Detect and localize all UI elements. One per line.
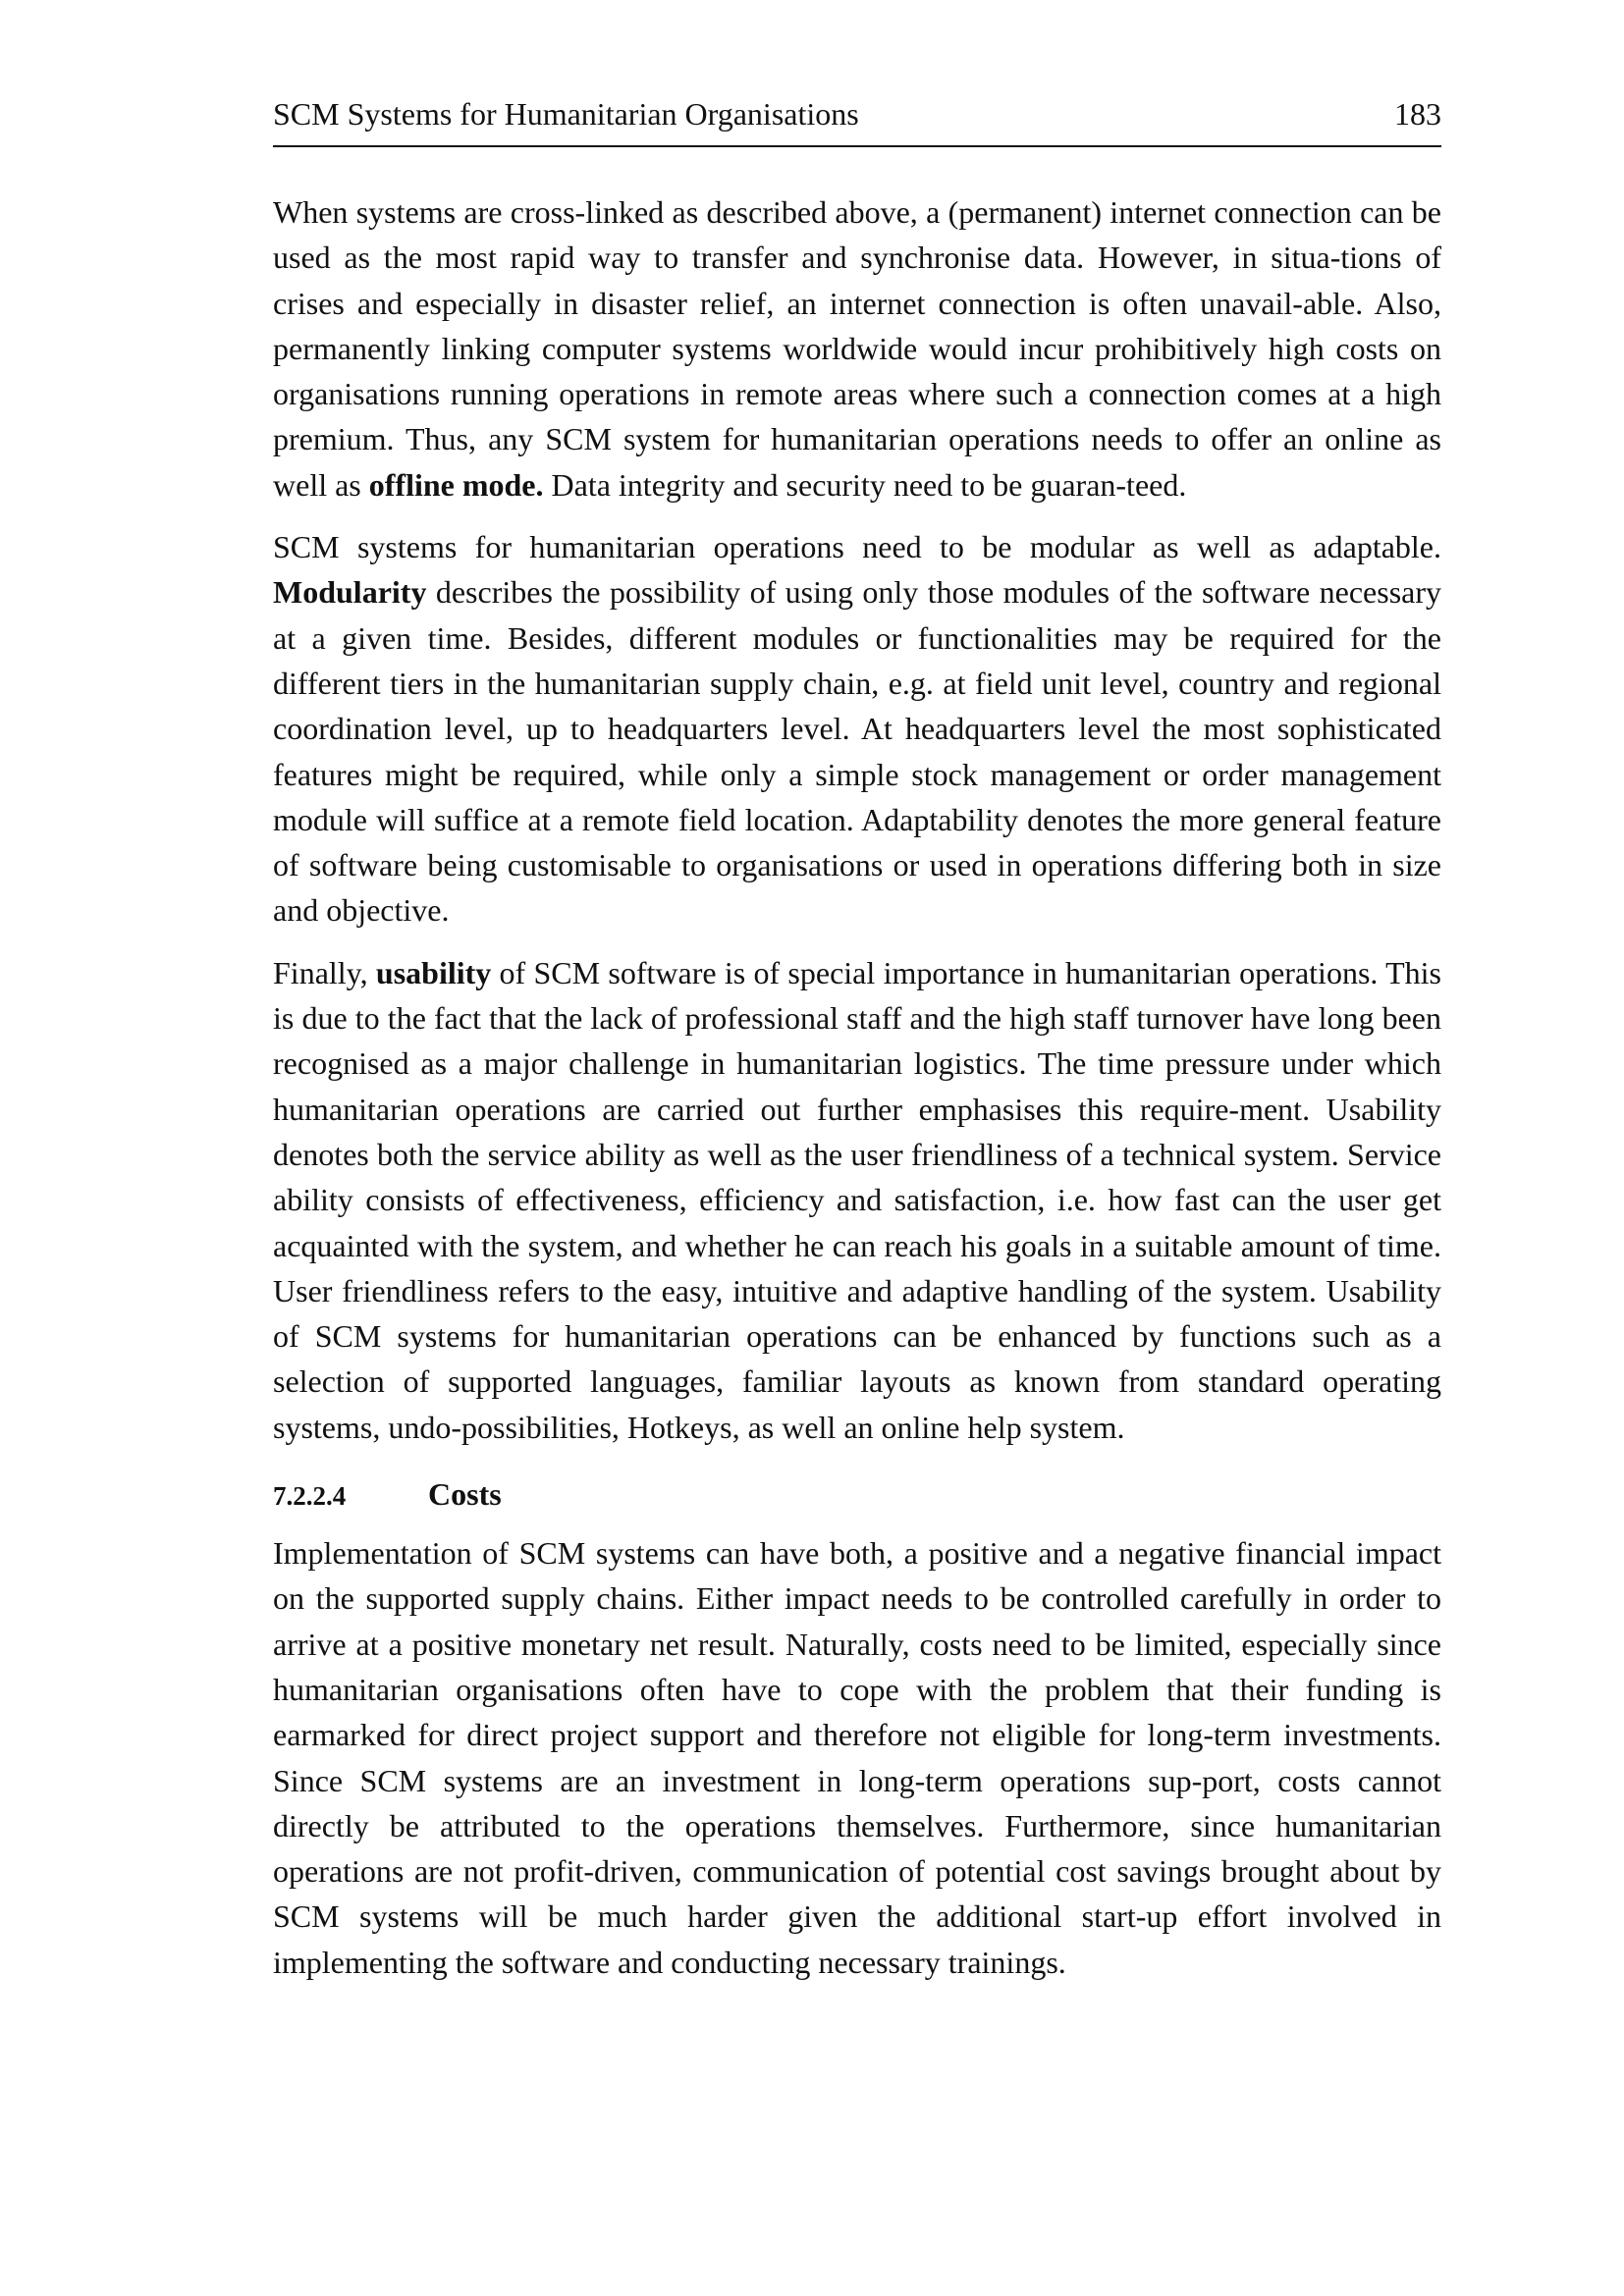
paragraph-text: Data integrity and security need to be guaran-teed. xyxy=(543,466,1187,503)
section-number: 7.2.2.4 xyxy=(273,1481,347,1512)
paragraph-text: Finally, xyxy=(273,954,376,990)
bold-term-usability: usability xyxy=(375,954,492,990)
bold-term-offline-mode: offline mode. xyxy=(368,466,544,503)
body-text xyxy=(273,189,1441,2002)
section-title: Costs xyxy=(428,1476,502,1513)
paragraph-text: SCM systems for humanitarian operations need to be modular as well as adaptable. xyxy=(273,529,1441,565)
bold-term-modularity: Modularity xyxy=(273,574,427,611)
running-header-title: SCM Systems for Humanitarian Organisations xyxy=(273,96,859,132)
paragraph-offline-mode xyxy=(273,189,1441,507)
paragraph-text: describes the possibility of using only those modules of the software necessary at a given time. Besides, different modules or functionalities may be required for the different tiers in the humanitarian supply chain, e.g. at field unit level, country and regional coordination level, up to headquarters level. At headquarters level the most sophisticated features might be required, while only a simple stock management or order management module will suffice at a remote field location. Adaptability denotes the more general feature of software being customisable to organisations or used in operations differing both in size and objective. xyxy=(273,574,1441,929)
paragraph-modularity xyxy=(273,524,1441,934)
paragraph-text: of SCM software is of special importance in humanitarian operations. This is due to the fact that the lack of professional staff and the high staff turnover have long been recognised as a major challenge in humanitarian logistics. The time pressure under which humanitarian operations are carried out further emphasises this require-ment. Usability denotes both the service ability as well as the user friendliness of a technical system. Service ability consists of effectiveness, efficiency and satisfaction, i.e. how fast can the user get acquainted with the system, and whether he can reach his goals in a suitable amount of time. User friendliness refers to the easy, intuitive and adaptive handling of the system. Usability of SCM systems for humanitarian operations can be enhanced by functions such as a selection of supported languages, familiar layouts as known from standard operating systems, undo-possibilities, Hotkeys, as well an online help system. xyxy=(273,954,1442,1445)
paragraph-usability xyxy=(273,950,1441,1450)
running-header xyxy=(273,94,1441,147)
paragraph-costs: Implementation of SCM systems can have both, a positive and a negative financial impact on the supported supply chains. Either impact needs to be controlled carefully in order to arrive at a positive monetary net result. Naturally, costs need to be limited, especially since humanitarian organisations often have to cope with the problem that their funding is earmarked for direct project support and therefore not eligible for long-term investments. Since SCM systems are an investment in long-term operations sup-port, costs cannot directly be attributed to the operations themselves. Furthermore, since humanitarian operations are not profit-driven, communication of potential cost savings brought about by SCM systems will be much harder given the additional start-up effort involved in implementing the software and conducting necessary trainings. xyxy=(273,1535,1441,1980)
paragraph-text: When systems are cross-linked as described above, a (permanent) internet connection can be used as the most rapid way to transfer and synchronise data. However, in situa-tions of crises and especially in disaster relief, an internet connection is often unavail-able. Also, permanently linking computer systems worldwide would incur prohibitively high costs on organisations running operations in remote areas where such a connection comes at a high premium. Thus, any SCM system for humanitarian operations needs to offer an online as well as xyxy=(273,194,1441,503)
section-heading xyxy=(273,1471,1441,1519)
page-number: 183 xyxy=(1394,96,1441,132)
